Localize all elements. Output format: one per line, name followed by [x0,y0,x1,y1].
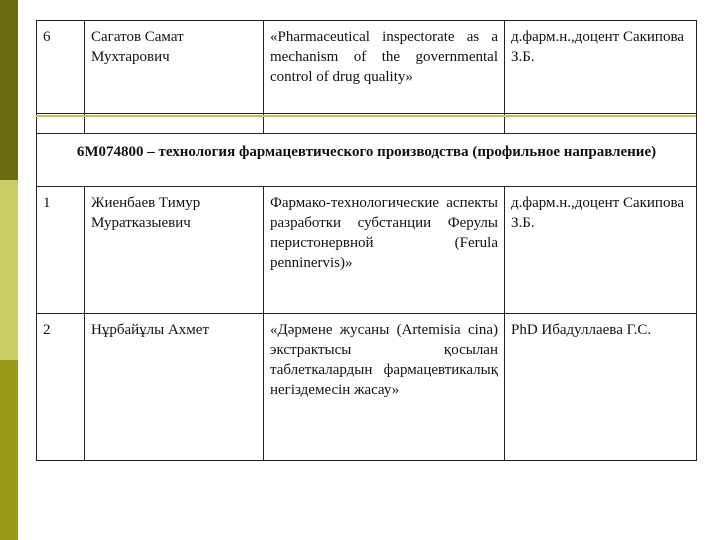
section-title: 6М074800 – технология фармацевтического производства (профильное направление) [37,134,697,187]
thesis-topic: Фармако-технологические аспекты разработки субстанции Ферулы перистонервной (Ferula penninervis)» [264,187,505,314]
thesis-topic: «Дәрмене жусаны (Artemisia cina) экстрактысы қосылан таблеткалардын фармацевтикалық негіздемесін жасау» [264,314,505,461]
table-row [37,314,697,461]
student-name: Нұрбайұлы Ахмет [85,314,264,461]
table-row [37,187,697,314]
supervisor: PhD Ибадуллаева Г.С. [505,314,697,461]
thesis-table [36,20,697,461]
decor-bar-bottom [0,360,18,540]
supervisor: д.фарм.н.,доцент Сакипова З.Б. [505,187,697,314]
thesis-topic: «Pharmaceutical inspectorate as a mechanism of the governmental control of drug quality» [264,21,505,114]
decor-bar-middle [0,180,18,360]
table-row [37,21,697,114]
accent-divider-line [36,115,696,117]
decor-bar-top [0,0,18,180]
supervisor: д.фарм.н.,доцент Сакипова З.Б. [505,21,697,114]
student-name: Сагатов Самат Мухтарович [85,21,264,114]
row-number: 6 [37,21,85,114]
row-number: 1 [37,187,85,314]
section-header-row [37,134,697,187]
row-number: 2 [37,314,85,461]
student-name: Жиенбаев Тимур Муратказыевич [85,187,264,314]
